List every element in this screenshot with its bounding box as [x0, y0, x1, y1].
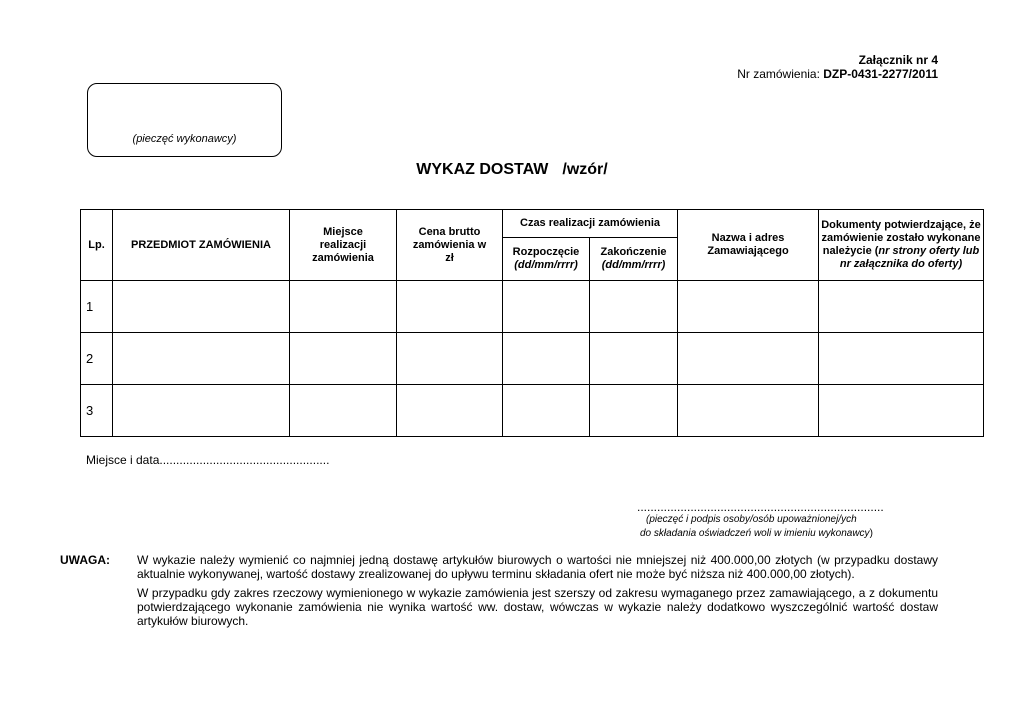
- row-lp: 1: [81, 281, 113, 333]
- cell-start[interactable]: [503, 281, 590, 333]
- deliveries-table: [80, 209, 984, 437]
- row-lp: 3: [81, 385, 113, 437]
- cell-subject[interactable]: [113, 333, 290, 385]
- cell-place[interactable]: [290, 333, 397, 385]
- header-place: Miejsce realizacji zamówienia: [290, 210, 397, 281]
- signature-caption-close: ): [869, 528, 873, 539]
- annex-number: Załącznik nr 4: [858, 53, 938, 67]
- document-title: [0, 161, 1024, 179]
- header-price: Cena brutto zamówienia w zł: [397, 210, 503, 281]
- cell-docs[interactable]: [819, 333, 984, 385]
- header-docs-bold: Dokumenty potwierdzające, że zamówienie zostało wykonane należycie (: [821, 219, 981, 257]
- note-paragraph-1: W wykazie należy wymienić co najmniej jedną dostawę artykułów biurowych o wartości nie mniejszej niż 400.000,00 złotych (w przypadku dostawy aktualnie wykonywanej, wartość dostawy zrealizowanej do upływu terminu składania ofert nie może być niższa niż 400.000,00 złotych).: [137, 553, 938, 581]
- order-number-value: DZP-0431-2277/2011: [823, 67, 938, 81]
- document-title-suffix: /wzór/: [562, 161, 608, 178]
- table-row: [81, 333, 984, 385]
- cell-end[interactable]: [590, 333, 678, 385]
- header-lp: Lp.: [81, 210, 113, 281]
- signature-caption-line1: (pieczęć i podpis osoby/osób upoważnionej/ych: [646, 514, 857, 525]
- place-date-field[interactable]: Miejsce i data...................................................: [86, 453, 330, 467]
- header-start: [503, 238, 590, 281]
- document-title-main: WYKAZ DOSTAW: [416, 161, 549, 178]
- order-number-label: Nr zamówienia:: [737, 67, 824, 81]
- order-number-line: [737, 67, 938, 81]
- cell-orderer[interactable]: [678, 385, 819, 437]
- signature-caption-line2-text: do składania oświadczeń woli w imieniu wykonawcy: [640, 528, 870, 539]
- cell-docs[interactable]: [819, 385, 984, 437]
- cell-subject[interactable]: [113, 281, 290, 333]
- header-start-format: (dd/mm/rrrr): [514, 259, 578, 271]
- cell-orderer[interactable]: [678, 281, 819, 333]
- header-docs-italic: nr strony oferty lub nr załącznika do oferty): [839, 245, 980, 270]
- signature-caption: [640, 513, 873, 541]
- cell-orderer[interactable]: [678, 333, 819, 385]
- note-label: UWAGA:: [60, 553, 110, 567]
- cell-price[interactable]: [397, 281, 503, 333]
- header-start-label: Rozpoczęcie: [512, 246, 580, 258]
- header-end-format: (dd/mm/rrrr): [601, 259, 666, 271]
- header-time-group: Czas realizacji zamówienia: [503, 210, 678, 238]
- signature-line[interactable]: ..........................................................................: [637, 500, 884, 514]
- header-end-label: Zakończenie: [600, 246, 667, 258]
- cell-start[interactable]: [503, 385, 590, 437]
- cell-start[interactable]: [503, 333, 590, 385]
- cell-subject[interactable]: [113, 385, 290, 437]
- note-paragraph-2: W przypadku gdy zakres rzeczowy wymienionego w wykazie zamówienia jest szerszy od zakresu wymaganego przez zamawiającego, a z dokumentu potwierdzającego wykonanie zamówienia nie wynika wartość ww. dostaw, wówczas w wykazie należy dodatkowo wyszczególnić wartość dostaw artykułów biurowych.: [137, 586, 938, 628]
- cell-end[interactable]: [590, 281, 678, 333]
- table-row: [81, 281, 984, 333]
- header-end: [590, 238, 678, 281]
- cell-place[interactable]: [290, 281, 397, 333]
- header-subject: PRZEDMIOT ZAMÓWIENIA: [113, 210, 290, 281]
- signature-caption-line2: [640, 527, 873, 541]
- cell-place[interactable]: [290, 385, 397, 437]
- contractor-stamp-label: (pieczęć wykonawcy): [132, 133, 237, 145]
- cell-docs[interactable]: [819, 281, 984, 333]
- header-orderer: Nazwa i adres Zamawiającego: [678, 210, 819, 281]
- row-lp: 2: [81, 333, 113, 385]
- cell-price[interactable]: [397, 385, 503, 437]
- cell-end[interactable]: [590, 385, 678, 437]
- table-row: [81, 385, 984, 437]
- header-docs: [819, 210, 984, 281]
- contractor-stamp-box: [87, 83, 282, 157]
- cell-price[interactable]: [397, 333, 503, 385]
